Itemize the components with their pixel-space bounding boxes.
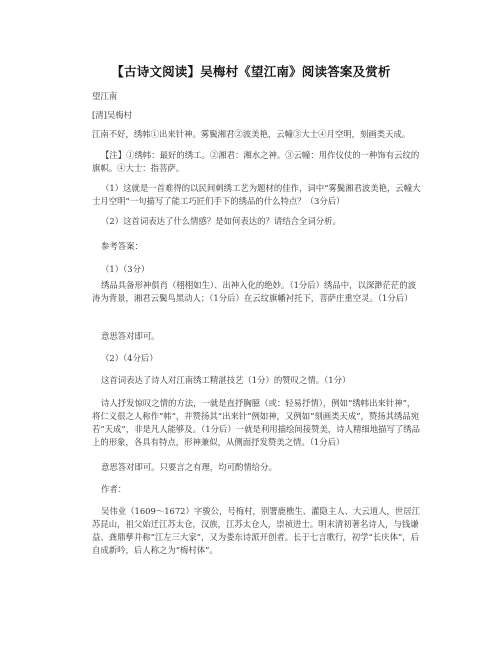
poem-author: [清]吴梅村 <box>92 110 133 120</box>
answer-1-note: 意思答对即可。 <box>101 331 160 341</box>
poem-text: 江南不好，绣帏①出来针神。雾鬓湘君②波美艳，云幢③大士④月空明，刻画类天成。 <box>92 129 411 139</box>
answer-2-score: （2）（4分后） <box>101 353 158 363</box>
poem-name: 望江南 <box>92 91 118 101</box>
answer-2-note: 意思答对即可。只要言之有理，均可酌情给分。 <box>101 462 277 472</box>
poem-notes: 【注】①绣帏：最好的绣工。②湘君：湘水之神。③云幢：用作仪仗的一种饰有云纹的旗帜。④大士：指菩萨。 <box>92 150 420 173</box>
author-bio: 吴伟业（1609～1672）字骏公，号梅村，别署鹿樵生、灌隐主人、大云道人，世居江苏昆山，祖父始迁江苏太仓，汉族，江苏太仓人，崇祯进士。明末清初著名诗人，与钱谦益、龚鼎孳并称“江左三大家”，又为娄东诗派开创者。长于七言歌行，初学“长庆体”，后自成新吟，后人称之为“梅村体”。 <box>92 506 420 555</box>
question-1: （1）这就是一首难得的以民间刺绣工艺为题材的佳作，词中“雾鬓湘君波美艳，云幢大士月空明”一句描写了能工巧匠们手下的绣品的什么特点？（3分后） <box>92 183 421 206</box>
answer-heading: 参考答案： <box>101 241 143 251</box>
page-title: 【古诗文阅读】吴梅村《望江南》阅读答案及赏析 <box>111 64 391 79</box>
author-heading: 作者： <box>101 484 127 494</box>
answer-1-score: （1）（3分） <box>101 264 150 274</box>
answer-1-text: 绣品具备形神俱肖（栩栩如生）、出神入化的绝妙。（1分后）绣品中，以深渺茫茫的波涛为背景，湘君云鬓鸟黑动人；（1分后）在云纹旗幡衬托下，菩萨庄重空灵。（1分后） <box>92 280 417 303</box>
answer-2-summary: 这首词表达了诗人对江南绣工精湛技艺（1分）的赞叹之情。（1分） <box>101 375 351 385</box>
answer-2-analysis: 诗人抒发惊叹之情的方法，一就是直抒胸臆（或：轻易抒情），例如“绣帏出来针神”，将仁义很之人称作“帏”，并赞扬其“出来针”例如神，又例如“刻画类天成”，赞扬其绣品宛若“天成”，非是凡人能够及。（1分后）一就是利用描绘间接赞美，诗人精细地描写了绣品上的形象，各具有特点，形神兼似，从侧面抒发赞美之情。（1分后） <box>92 398 420 447</box>
question-2: （2）这首词表达了什么情感？是如何表达的？请结合全词分析。 <box>101 216 341 226</box>
